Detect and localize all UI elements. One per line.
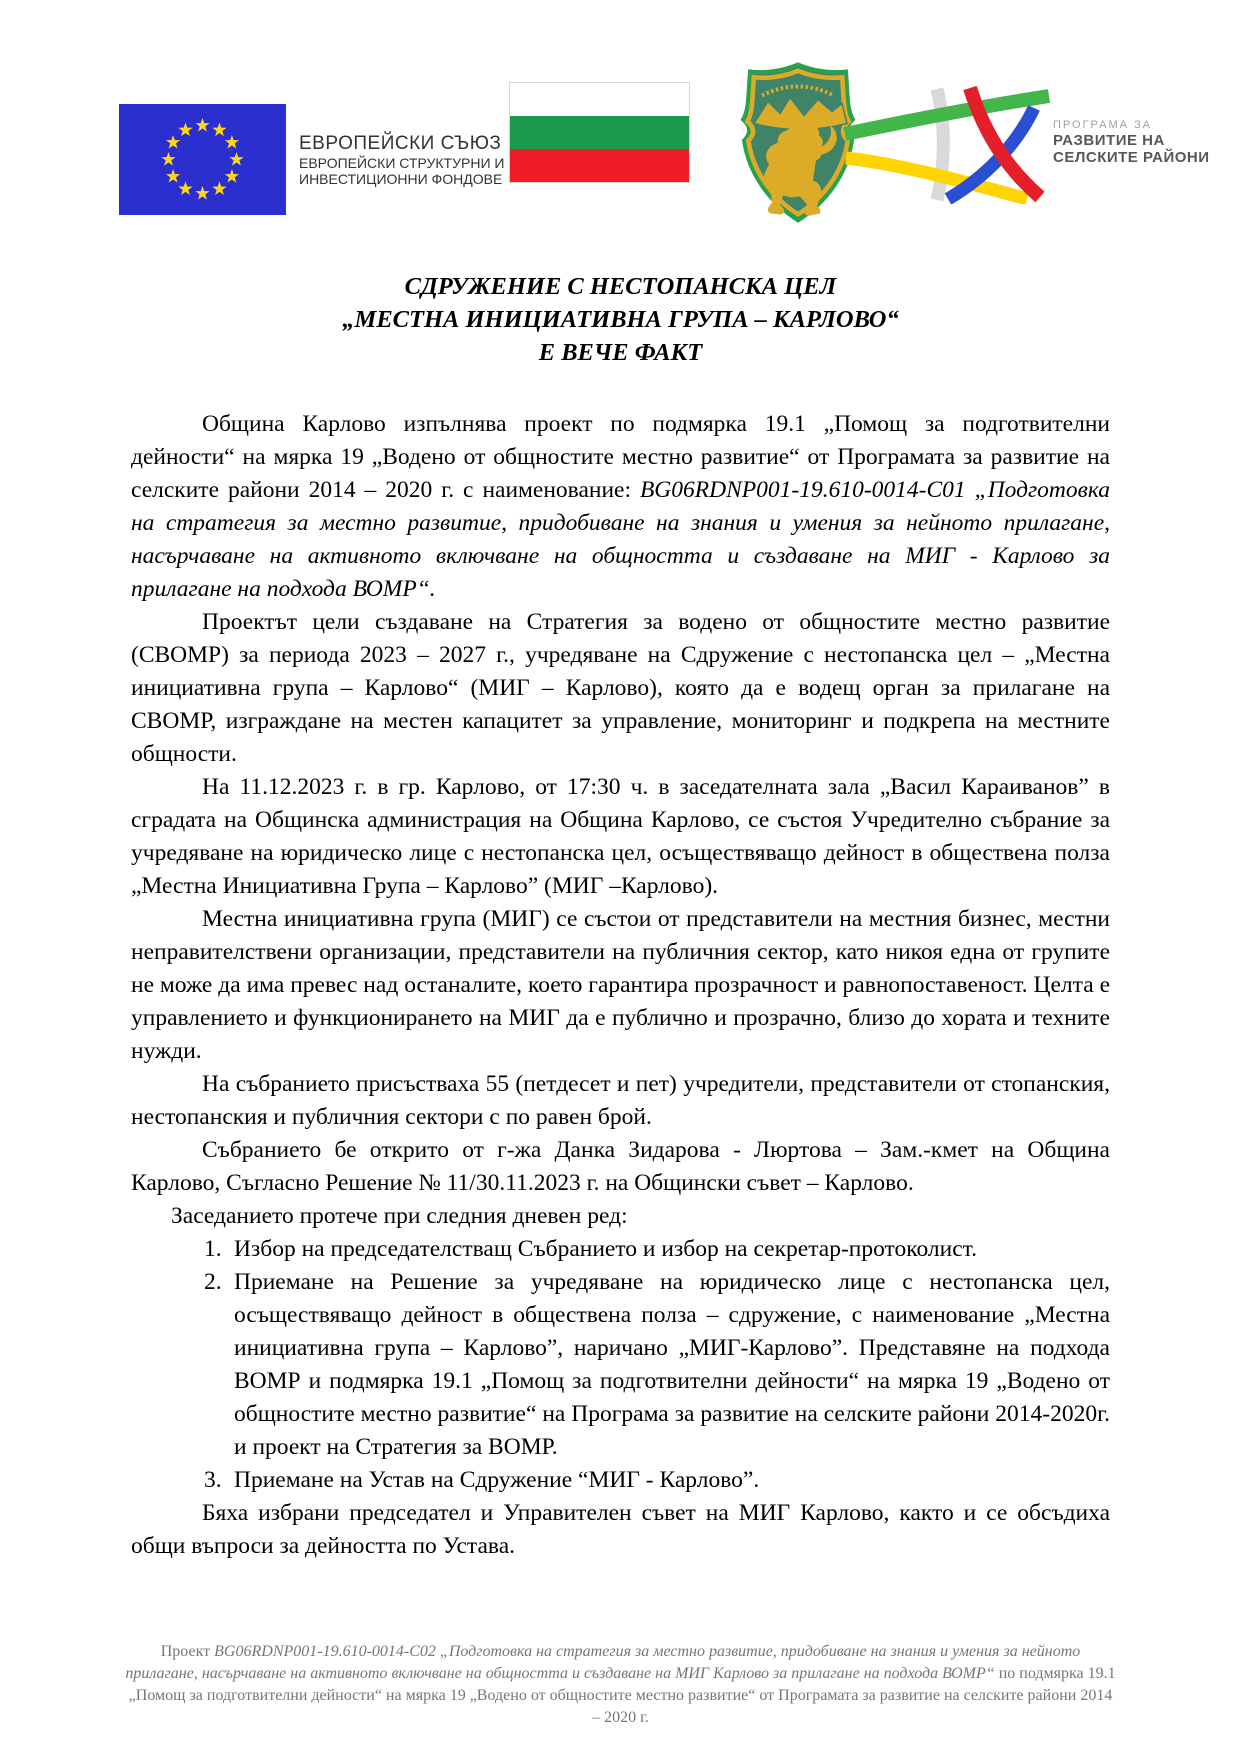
eu-logo-caption	[299, 133, 504, 187]
paragraph-founding-meeting: На 11.12.2023 г. в гр. Карлово, от 17:30 ч. в заседателната зала „Васил Караиванов” в сградата на Общинска администрация на Община Карлово, се състоя Учредително събрание за учредяване на юридическо лице с нестопанска цел, осъществяващо дейност в обществена полза „Местна Инициативна Група – Карлово” (МИГ –Карлово).	[131, 774, 1110, 899]
paragraph-project-name: BG06RDNP001-19.610-0014-C01 „Подготовка на стратегия за местно развитие, придобиване на знания и умения за нейното прилагане, насърчаване на активното включване на общността и създаване на МИГ - Карлово за прилагане на подхода ВОМР“.	[131, 477, 1110, 602]
prsr-caption-line2: РАЗВИТИЕ НА	[1053, 132, 1165, 149]
footer-project-name: BG06RDNP001-19.610-0014-C02 „Подготовка на стратегия за местно развитие, придобиване на знания и умения за нейното прилагане, насърчаване на активното включване на общността и създаване на МИГ Карлово за прилагане на подхода ВОМР“	[125, 1643, 1081, 1682]
document-title-line2: „МЕСТНА ИНИЦИАТИВНА ГРУПА – КАРЛОВО“	[342, 306, 899, 333]
agenda-item-1-number: 1.	[204, 1236, 222, 1262]
agenda-item-2-text: Приемане на Решение за учредяване на юридическо лице с нестопанска цел, осъществяващо дейност в обществена полза – сдружение, с наименование „Местна инициативна група – Карлово”, наричано „МИГ-Карлово”. Представяне на подхода ВОМР и подмярка 19.1 „Помощ за подготвителни дейности“ на мярка 19 „Водено от общностите местно развитие“ на Програма за развитие на селските райони 2014-2020г. и проект на Стратегия за ВОМР.	[234, 1269, 1110, 1460]
rural-development-programme-logo	[842, 86, 1067, 204]
eu-flag-icon	[119, 104, 286, 215]
footer-text-regular-1: Проект	[160, 1643, 215, 1660]
agenda-item-1-text: Избор на председателстващ Събранието и избор на секретар-протоколист.	[234, 1236, 978, 1262]
prsr-caption-line3: СЕЛСКИТЕ РАЙОНИ	[1053, 149, 1210, 166]
paragraph-agenda-intro: Заседанието протече при следния дневен ред:	[171, 1203, 628, 1229]
document-title-line3: Е ВЕЧЕ ФАКТ	[538, 339, 703, 366]
agenda-item-2-number: 2.	[204, 1269, 222, 1295]
prsr-ribbon-silver	[937, 89, 943, 200]
prsr-caption-line1: ПРОГРАМА ЗА	[1053, 119, 1152, 131]
document-title	[131, 270, 1110, 369]
rural-development-programme-caption	[1053, 118, 1210, 166]
bulgaria-flag-icon	[509, 82, 690, 183]
document-footer	[124, 1641, 1117, 1729]
agenda-item-3-text: Приемане на Устав на Сдружение “МИГ - Карлово”.	[234, 1467, 760, 1493]
paragraph-project-goal: Проектът цели създаване на Стратегия за водено от общностите местно развитие (СВОМР) за периода 2023 – 2027 г., учредяване на Сдружение с нестопанска цел – „Местна инициативна група – Карлово“ (МИГ – Карлово), която да е водещ орган за прилагане на СВОМР, изграждане на местен капацитет за управление, мониторинг и подкрепа на местните общности.	[131, 609, 1110, 767]
eu-logo-caption-line1: ЕВРОПЕЙСКИ СЪЮЗ	[299, 133, 502, 154]
paragraph-project-intro	[131, 408, 1110, 606]
paragraph-meeting-opening: Събранието бе открито от г-жа Данка Зидарова - Люртова – Зам.-кмет на Община Карлово, Съгласно Решение № 11/30.11.2023 г. на Общински съвет – Карлово.	[131, 1137, 1110, 1196]
agenda-item-3-number: 3.	[204, 1467, 222, 1493]
paragraph-founders-count: На събранието присъстваха 55 (петдесет и пет) учредители, представители от стопанския, нестопанския и публичния сектори с по равен брой.	[131, 1071, 1110, 1130]
eu-logo-caption-line3: ИНВЕСТИЦИОННИ ФОНДОВЕ	[299, 171, 503, 187]
agenda-item-1	[131, 1233, 1110, 1266]
document-title-line1: СДРУЖЕНИЕ С НЕСТОПАНСКА ЦЕЛ	[404, 273, 837, 300]
eu-logo-caption-line2: ЕВРОПЕЙСКИ СТРУКТУРНИ И	[299, 155, 505, 171]
paragraph-closing: Бяха избрани председател и Управителен съвет на МИГ Карлово, както и се обсъдиха общи въпроси за дейността по Устава.	[131, 1500, 1110, 1559]
paragraph-mig-composition: Местна инициативна група (МИГ) се състои от представители на местния бизнес, местни неправителствени организации, представители на публичния сектор, като никоя една от групите не може да има превес над останалите, което гарантира прозрачност и равнопоставеност. Целта е управлението и функционирането на МИГ да е публично и прозрачно, близо до хората и техните нужди.	[131, 906, 1110, 1064]
agenda-item-3	[131, 1464, 1110, 1497]
paragraph-project-intro-regular: Община Карлово изпълнява проект по подмярка 19.1 „Помощ за подготвителни дейности“ на мярка 19 „Водено от общностите местно развитие“ от Програмата за развитие на селските райони 2014 – 2020 г. с наименование:	[131, 411, 1110, 503]
bulgaria-flag-green-band	[510, 116, 689, 149]
agenda-item-2	[131, 1266, 1110, 1464]
footer-text-regular-2: по подмярка 19.1 „Помощ за подготвителни дейности“ на мярка 19 „Водено от общностите местно развитие“ от Програмата за развитие на селските райони 2014 – 2020 г.	[128, 1665, 1116, 1726]
document-body	[131, 408, 1110, 1563]
agenda-list	[131, 1233, 1110, 1497]
bulgaria-flag-white-band	[510, 83, 689, 116]
bulgaria-flag-red-band	[510, 149, 689, 182]
